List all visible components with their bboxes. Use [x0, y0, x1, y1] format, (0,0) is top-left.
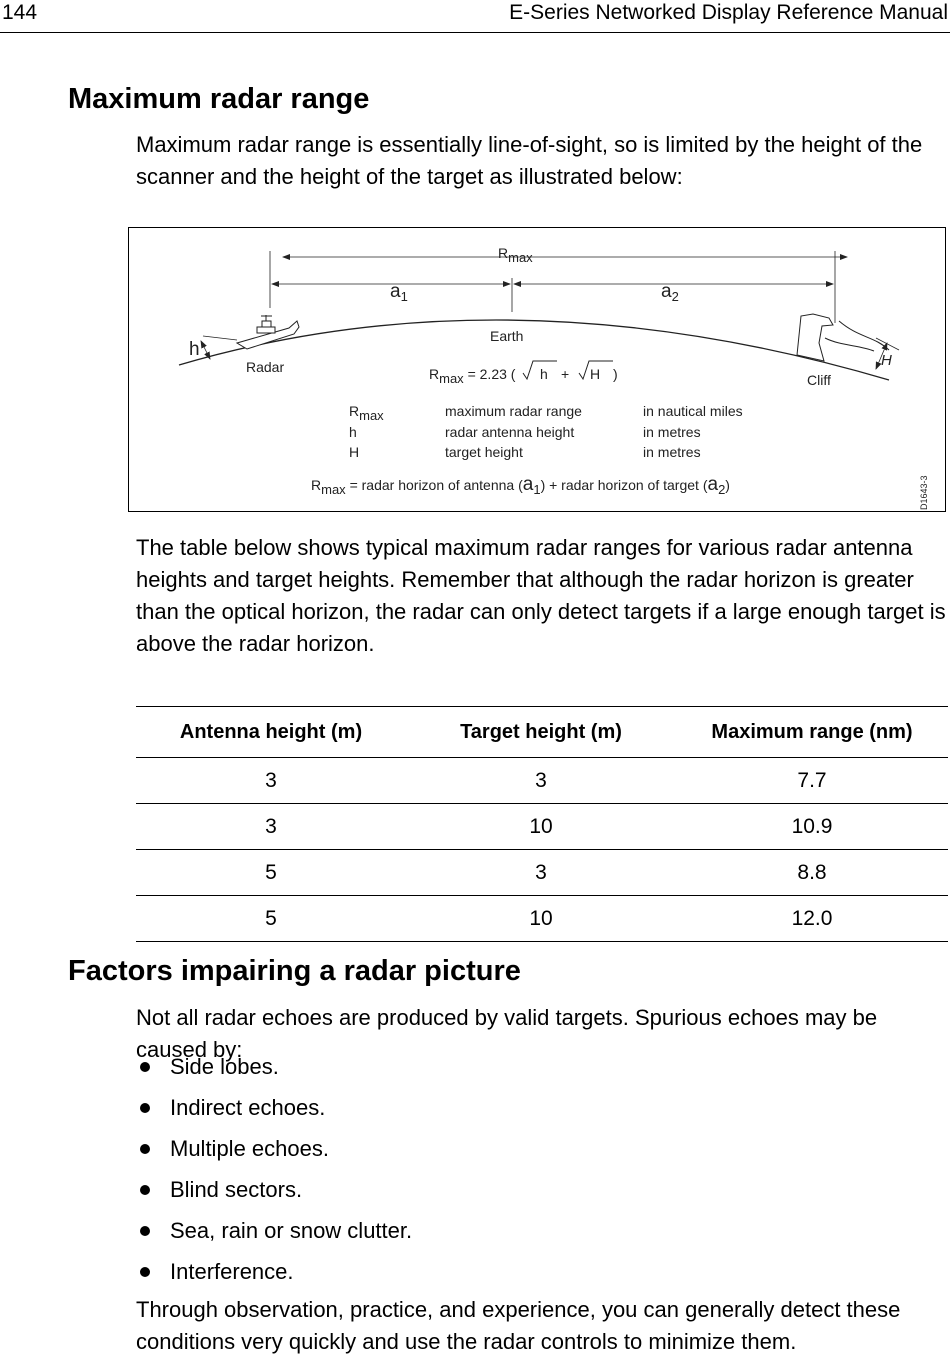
legend-unit-rmax: in nautical miles — [643, 403, 743, 419]
earth-label: Earth — [490, 328, 524, 344]
max-range-intro: Maximum radar range is essentially line-of-sight, so is limited by the height of the scanner and the height of the target as illustrated below: — [136, 132, 923, 189]
list-item: Sea, rain or snow clutter. — [140, 1210, 412, 1251]
document-title: E-Series Networked Display Reference Manual — [509, 1, 948, 24]
legend-desc-rmax: maximum radar range — [445, 403, 582, 419]
a1-label: $a_1$ — [390, 281, 408, 304]
header-maximum-range: Maximum range (nm) — [711, 720, 913, 743]
bullet-icon — [140, 1185, 150, 1195]
cell-antenna-height: 3 — [265, 768, 277, 792]
cell-max-range: 8.8 — [797, 860, 827, 884]
cell-target-height: 10 — [529, 906, 553, 930]
cliff-label: Cliff — [807, 372, 831, 388]
bullet-icon — [140, 1062, 150, 1072]
formula-close: ) — [613, 366, 618, 382]
formula-label: $R_{max} = 2.23$ ( — [429, 366, 516, 386]
factors-outro: Through observation, practice, and experience, you can generally detect these conditions very quickly and use the radar controls to minimize them. — [136, 1297, 901, 1354]
h-dimension — [201, 336, 237, 359]
legend-unit-h: in metres — [643, 424, 701, 440]
cell-antenna-height: 5 — [265, 860, 277, 884]
list-item: Blind sectors. — [140, 1169, 412, 1210]
bullet-icon — [140, 1144, 150, 1154]
formula-plus: + — [561, 366, 570, 382]
bottom-formula: $R_{max}$ = radar horizon of antenna $(a_1)$ + radar horizon of target $(a_2)$ — [311, 474, 730, 497]
cell-antenna-height: 3 — [265, 814, 277, 838]
H-label: H — [881, 352, 892, 369]
formula-h: h — [540, 366, 548, 382]
cell-antenna-height: 5 — [265, 906, 277, 930]
legend-desc-h: radar antenna height — [445, 424, 575, 440]
legend-sym-rmax: $R_{max}$ — [349, 403, 384, 423]
figure-code: D1643-3 — [919, 475, 929, 510]
section-heading-max-range: Maximum radar range — [68, 83, 370, 115]
page-header — [0, 0, 950, 33]
page-number: 144 — [2, 1, 38, 24]
a2-label: $a_2$ — [661, 281, 679, 304]
ship-icon — [237, 315, 299, 349]
bullet-icon — [140, 1267, 150, 1277]
legend-unit-H: in metres — [643, 444, 701, 460]
table-row — [136, 804, 948, 850]
radar-range-table — [136, 706, 948, 942]
formula-H: H — [590, 366, 601, 382]
factors-intro: Not all radar echoes are produced by valid targets. Spurious echoes may be caused by: — [136, 1005, 878, 1062]
radar-label: Radar — [246, 359, 285, 375]
table-row — [136, 896, 948, 942]
cliff-icon — [797, 314, 889, 361]
list-item: Side lobes. — [140, 1046, 412, 1087]
cell-target-height: 3 — [535, 768, 547, 792]
cell-max-range: 12.0 — [791, 906, 833, 930]
header-antenna-height: Antenna height (m) — [179, 720, 363, 743]
cell-max-range: 7.7 — [797, 768, 827, 792]
legend-desc-H: target height — [445, 444, 523, 460]
legend-sym-h: h — [349, 424, 357, 440]
rmax-label: $R_{max}$ — [498, 245, 533, 265]
bullet-icon — [140, 1226, 150, 1236]
bullet-icon — [140, 1103, 150, 1113]
table-intro: The table below shows typical maximum radar ranges for various radar antenna heights and target heights. Remember that although the radar horizon is greater than the optical horizon, the radar can only detect targets if a large enough target is above the radar horizon. — [136, 535, 946, 656]
table-row — [136, 850, 948, 896]
h-label: h — [189, 339, 200, 360]
legend-sym-H: H — [349, 444, 360, 460]
radar-range-diagram — [128, 227, 946, 512]
header-target-height: Target height (m) — [460, 720, 622, 743]
list-item: Interference. — [140, 1251, 412, 1292]
table-header-row — [136, 707, 948, 758]
list-item: Multiple echoes. — [140, 1128, 412, 1169]
factors-list — [140, 1046, 412, 1292]
cell-max-range: 10.9 — [791, 814, 833, 838]
cell-target-height: 10 — [529, 814, 553, 838]
table-row — [136, 758, 948, 804]
list-item: Indirect echoes. — [140, 1087, 412, 1128]
section-heading-factors: Factors impairing a radar picture — [68, 955, 521, 987]
cell-target-height: 3 — [535, 860, 547, 884]
